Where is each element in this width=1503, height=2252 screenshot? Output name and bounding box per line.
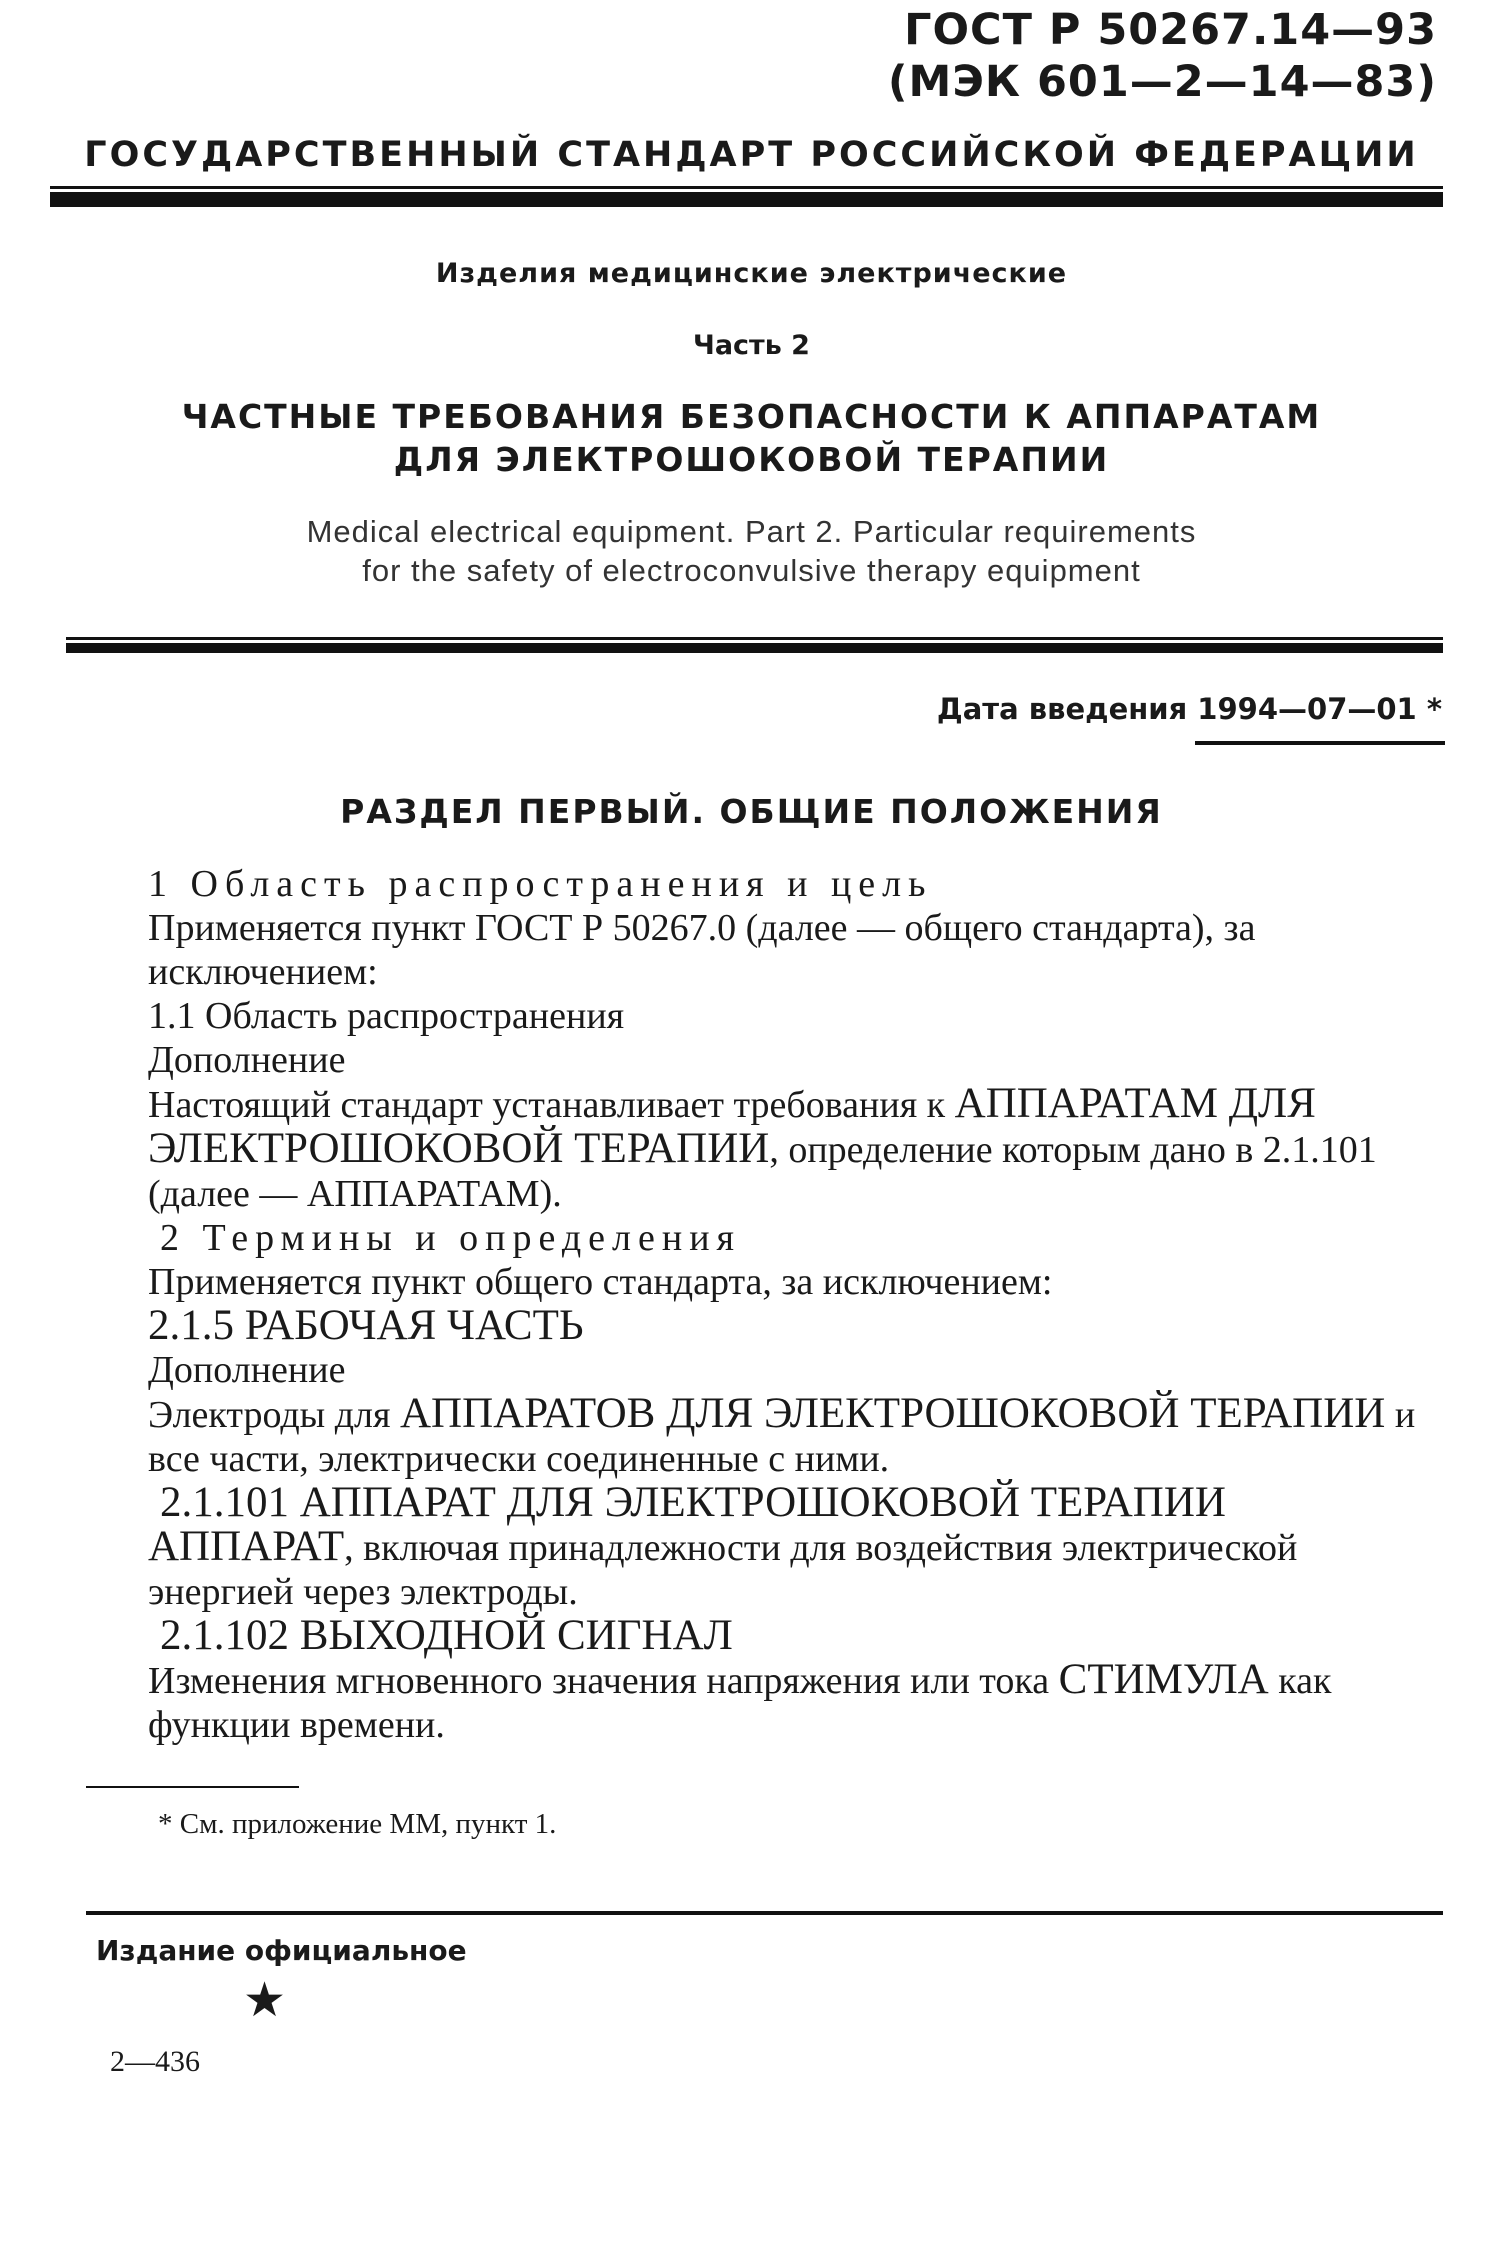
introduction-date: Дата введения 1994—07—01 * [936,692,1442,726]
scope-caps-2: АППАРАТАМ [306,1173,540,1215]
clause-2-1-101-heading: 2.1.101 АППАРАТ ДЛЯ ЭЛЕКТРОШОКОВОЙ ТЕРАПИИ [160,1479,1226,1526]
title-rule-thick [66,643,1443,653]
clause-1-heading: 1 Область распространения и цель [148,863,933,905]
document-subtitle: Изделия медицинские электрические [435,258,1068,289]
clause-1-1-heading: 1.1 Область распространения [148,995,625,1037]
addition-label: Дополнение [148,1039,346,1081]
standard-number: ГОСТ Р 50267.14—93 [904,5,1437,55]
gov-standard-title: ГОСУДАРСТВЕННЫЙ СТАНДАРТ РОССИЙСКОЙ ФЕДЕРАЦИИ [84,135,1419,175]
clause-2-1-102-heading: 2.1.102 ВЫХОДНОЙ СИГНАЛ [160,1612,733,1659]
title-rule-thin [66,637,1443,640]
document-title-line-1: ЧАСТНЫЕ ТРЕБОВАНИЯ БЕЗОПАСНОСТИ К АППАРАТАМ [181,397,1322,436]
electrodes-paragraph: Электроды для АППАРАТОВ ДЛЯ ЭЛЕКТРОШОКОВОЙ ТЕРАПИИ и все части, электрически соединенные с ними. [148,1390,1416,1480]
apparatus-paragraph: АППАРАТ, включая принадлежности для воздействия электрической энергией через электроды. [148,1523,1298,1613]
electrodes-caps: АППАРАТОВ ДЛЯ ЭЛЕКТРОШОКОВОЙ ТЕРАПИИ [400,1390,1386,1437]
iec-number: (МЭК 601—2—14—83) [887,57,1437,107]
standard-number-block [888,4,1437,108]
clause-2-text: Применяется пункт общего стандарта, за исключением: [148,1261,1053,1303]
edition-label: Издание официальное [96,1934,467,1967]
addition-label: Дополнение [148,1349,346,1391]
english-title-line-1: Medical electrical equipment. Part 2. Particular requirements [306,514,1197,549]
english-title [0,512,1503,590]
star-icon: ★ [243,1974,287,2027]
signal-paragraph: Изменения мгновенного значения напряжения или тока СТИМУЛА как функции времени. [148,1656,1332,1746]
clause-2-heading: 2 Термины и определения [160,1217,742,1259]
header-rule-thin [50,186,1443,189]
header-rule-thick [50,192,1443,207]
page-code: 2—436 [110,2045,200,2078]
footer-rule [86,1911,1443,1915]
footnote-rule [86,1786,299,1788]
document-part: Часть 2 [693,330,810,361]
clause-2-1-5-heading: 2.1.5 РАБОЧАЯ ЧАСТЬ [148,1302,584,1349]
scope-caps: АППАРАТАМ ДЛЯ ЭЛЕКТРОШОКОВОЙ ТЕРАПИИ [148,1080,1316,1172]
apparatus-caps: АППАРАТ [148,1523,345,1570]
footnote: * См. приложение ММ, пункт 1. [158,1808,557,1840]
date-underline [1195,741,1445,745]
signal-caps: СТИМУЛА [1058,1656,1269,1703]
document-title [0,395,1503,481]
english-title-line-2: for the safety of electroconvulsive therapy equipment [362,553,1141,588]
body-text [148,862,1438,1747]
scope-paragraph: Настоящий стандарт устанавливает требования к АППАРАТАМ ДЛЯ ЭЛЕКТРОШОКОВОЙ ТЕРАПИИ, определение которым дано в 2.1.101 (далее — АППАРАТАМ). [148,1080,1377,1215]
section-title: РАЗДЕЛ ПЕРВЫЙ. ОБЩИЕ ПОЛОЖЕНИЯ [340,792,1163,831]
document-title-line-2: ДЛЯ ЭЛЕКТРОШОКОВОЙ ТЕРАПИИ [393,440,1110,479]
clause-1-text: Применяется пункт ГОСТ Р 50267.0 (далее — общего стандарта), за исключением: [148,907,1256,993]
